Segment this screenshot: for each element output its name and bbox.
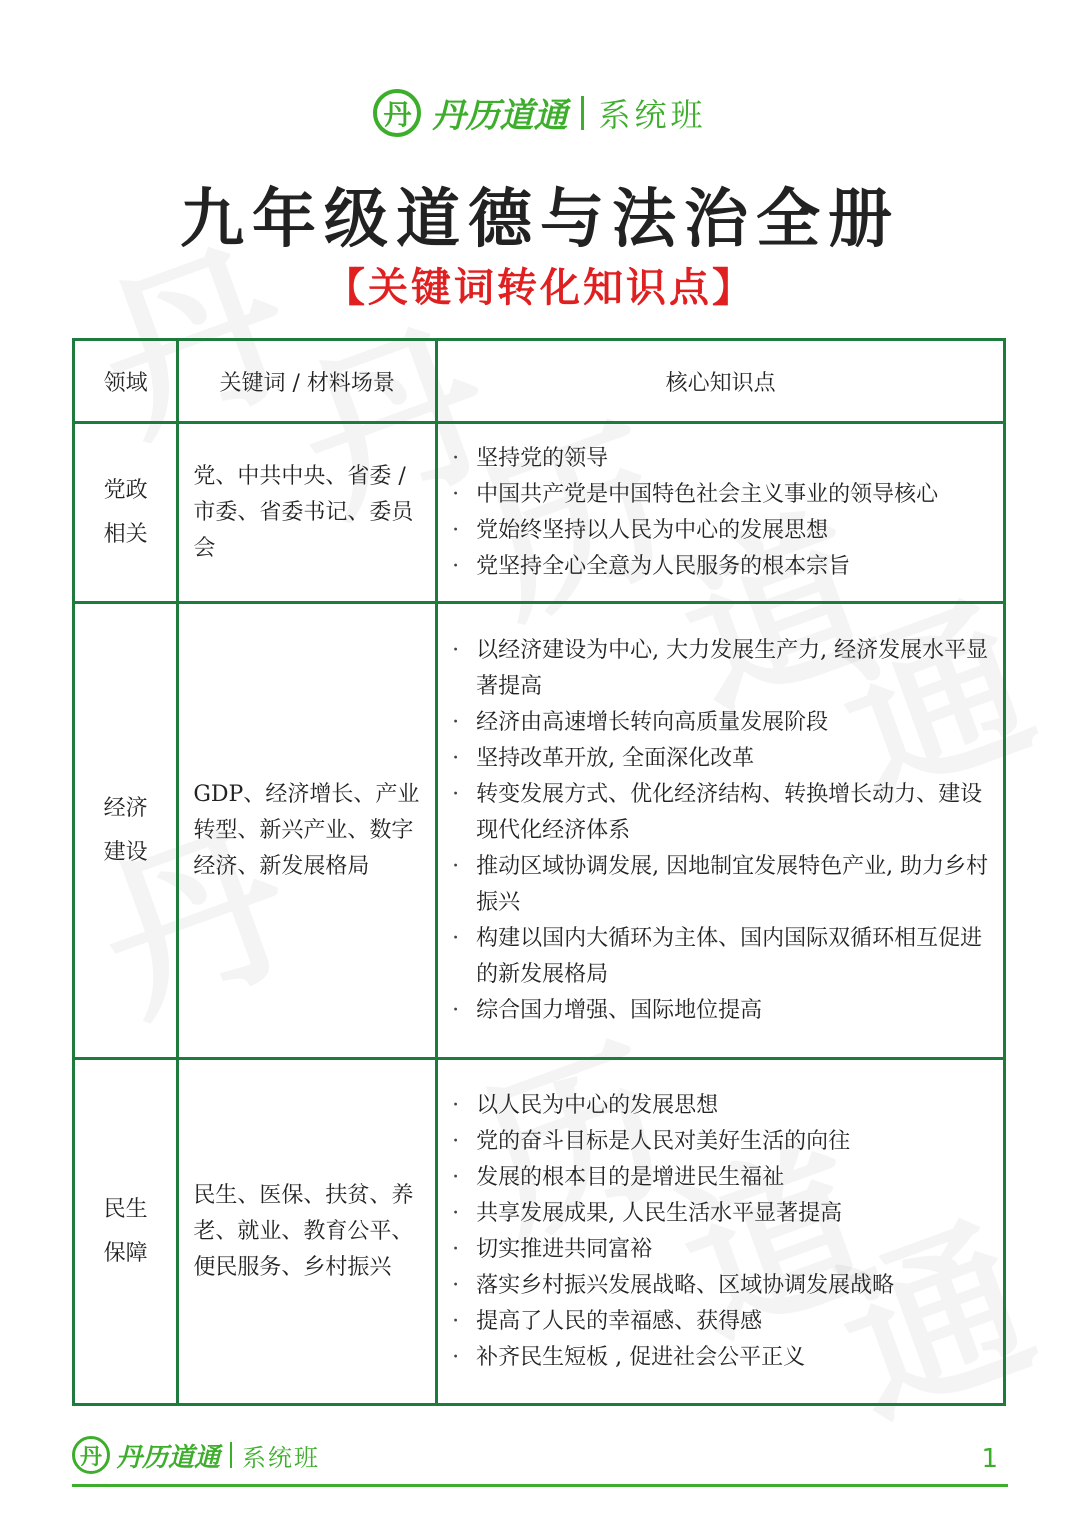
footer-brand-name: 丹历道通 bbox=[116, 1442, 221, 1473]
table-header-row bbox=[74, 340, 1005, 423]
point-item: · 共享发展成果, 人民生活水平显著提高 bbox=[452, 1196, 993, 1232]
point-item: · 落实乡村振兴发展战略、区域协调发展战略 bbox=[452, 1268, 993, 1304]
point-item: · 补齐民生短板 , 促进社会公平正义 bbox=[452, 1340, 993, 1376]
points-cell bbox=[437, 1059, 1005, 1405]
keywords-cell: GDP、经济增长、产业转型、新兴产业、数字经济、新发展格局 bbox=[178, 603, 437, 1059]
points-cell bbox=[437, 603, 1005, 1059]
point-item: · 推动区域协调发展, 因地制宜发展特色产业, 助力乡村振兴 bbox=[452, 849, 993, 921]
header-domain: 领域 bbox=[74, 340, 178, 423]
point-item: · 党始终坚持以人民为中心的发展思想 bbox=[452, 513, 993, 549]
footer-divider bbox=[72, 1484, 1008, 1487]
point-item: · 综合国力增强、国际地位提高 bbox=[452, 993, 993, 1029]
header-keywords: 关键词 / 材料场景 bbox=[178, 340, 437, 423]
brand-divider bbox=[581, 96, 584, 130]
table-row bbox=[74, 1059, 1005, 1405]
point-item: · 坚持改革开放, 全面深化改革 bbox=[452, 741, 993, 777]
page-number: 1 bbox=[981, 1444, 998, 1474]
domain-cell bbox=[74, 603, 178, 1059]
points-cell bbox=[437, 423, 1005, 603]
domain-line: 党政 bbox=[103, 477, 148, 503]
table-row bbox=[74, 603, 1005, 1059]
keywords-cell: 民生、医保、扶贫、养老、就业、教育公平、便民服务、乡村振兴 bbox=[178, 1059, 437, 1405]
point-item: · 中国共产党是中国特色社会主义事业的领导核心 bbox=[452, 477, 993, 513]
point-item: · 切实推进共同富裕 bbox=[452, 1232, 993, 1268]
footer-logo-icon: 丹 bbox=[72, 1436, 110, 1474]
brand-name: 丹历道通 bbox=[431, 96, 568, 136]
knowledge-table bbox=[72, 338, 1006, 1406]
footer-brand-divider bbox=[230, 1442, 232, 1468]
footer-brand-subtitle: 系统班 bbox=[242, 1443, 321, 1472]
header-points: 核心知识点 bbox=[437, 340, 1005, 423]
point-item: · 转变发展方式、优化经济结构、转换增长动力、建设现代化经济体系 bbox=[452, 777, 993, 849]
point-item: · 发展的根本目的是增进民生福祉 bbox=[452, 1160, 993, 1196]
header-brand bbox=[0, 88, 1080, 137]
domain-line: 相关 bbox=[103, 521, 148, 547]
point-item: · 构建以国内大循环为主体、国内国际双循环相互促进的新发展格局 bbox=[452, 921, 993, 993]
point-item: · 以经济建设为中心, 大力发展生产力, 经济发展水平显著提高 bbox=[452, 633, 993, 705]
table-row bbox=[74, 423, 1005, 603]
domain-line: 保障 bbox=[103, 1240, 148, 1266]
domain-line: 经济 bbox=[103, 795, 148, 821]
page-subtitle: 【关键词转化知识点】 bbox=[325, 264, 755, 311]
point-item: · 党坚持全心全意为人民服务的根本宗旨 bbox=[452, 549, 993, 585]
brand-logo-icon: 丹 bbox=[373, 89, 421, 137]
point-item: · 坚持党的领导 bbox=[452, 441, 993, 477]
brand-subtitle: 系统班 bbox=[598, 95, 707, 134]
domain-cell bbox=[74, 1059, 178, 1405]
point-item: · 提高了人民的幸福感、获得感 bbox=[452, 1304, 993, 1340]
domain-cell bbox=[74, 423, 178, 603]
point-item: · 党的奋斗目标是人民对美好生活的向往 bbox=[452, 1124, 993, 1160]
domain-line: 民生 bbox=[103, 1196, 148, 1222]
keywords-cell: 党、中共中央、省委 / 市委、省委书记、委员会 bbox=[178, 423, 437, 603]
point-item: · 经济由高速增长转向高质量发展阶段 bbox=[452, 705, 993, 741]
domain-line: 建设 bbox=[103, 839, 148, 865]
page-title: 九年级道德与法治全册 bbox=[180, 182, 900, 257]
footer-brand bbox=[72, 1436, 320, 1474]
point-item: · 以人民为中心的发展思想 bbox=[452, 1088, 993, 1124]
